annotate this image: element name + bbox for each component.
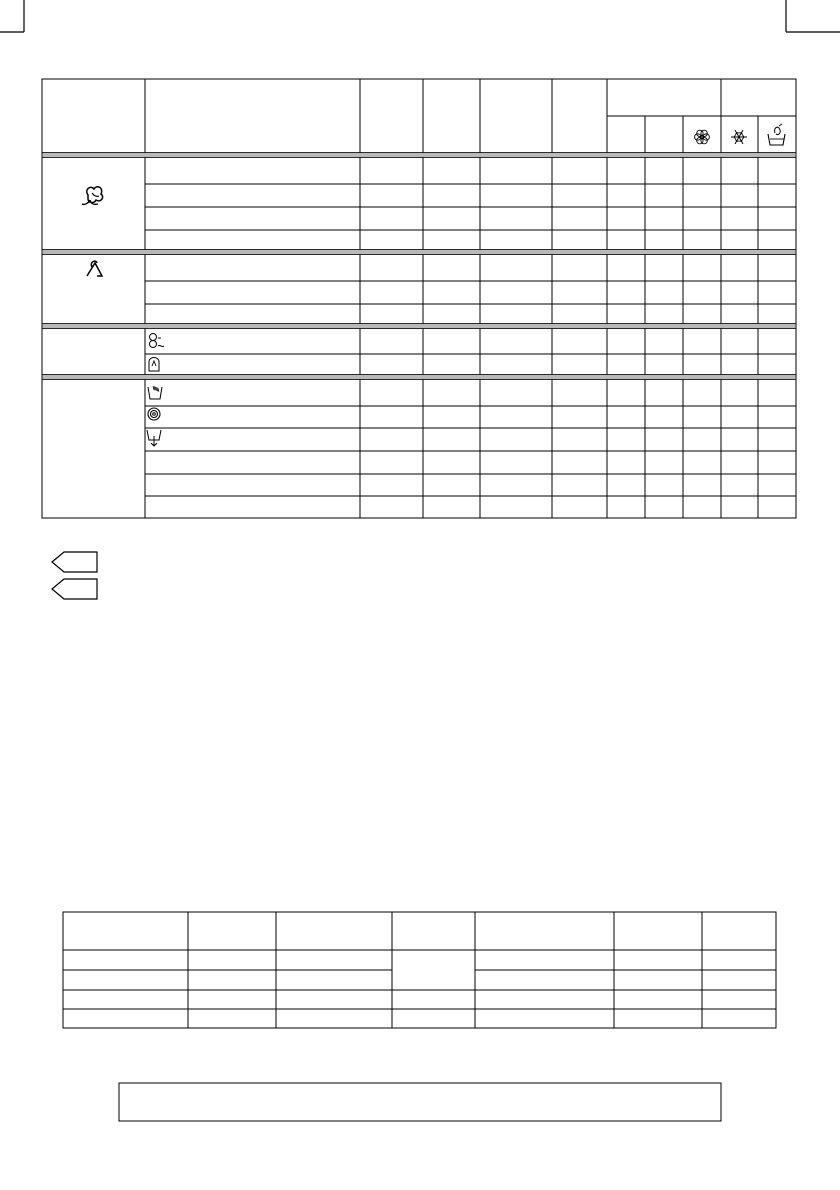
legend-tag: [52, 552, 97, 572]
synthetics-icon: [87, 261, 102, 276]
wool-mark: [152, 361, 156, 366]
spin-icon: [148, 408, 160, 420]
group-separator: [42, 324, 796, 329]
legend-tag: [52, 579, 97, 599]
wool-icon: [149, 358, 159, 372]
spin-outer: [148, 408, 160, 420]
drain-arrow: [151, 436, 157, 446]
group-separator: [42, 375, 796, 380]
program-table: [42, 79, 796, 518]
snowflake-icon: [731, 130, 747, 144]
mixed-blob: [150, 341, 157, 348]
hand-tub-basin: [768, 134, 785, 145]
synthetics-shape: [87, 261, 102, 276]
mixed-blob: [150, 334, 157, 341]
spin-inner: [153, 413, 156, 416]
hand-tub-icon: [768, 124, 785, 145]
drain-icon: [147, 430, 161, 446]
hand-tub-hand: [775, 124, 782, 135]
note-box: [119, 1083, 721, 1121]
consumption-table: [63, 912, 776, 1028]
group-separator: [42, 250, 796, 255]
mixed-icon: [150, 334, 165, 348]
group-separator: [42, 153, 796, 158]
wool-glove: [149, 358, 159, 372]
flower-icon: [695, 130, 710, 144]
cotton-boll-detail: [92, 193, 99, 196]
cotton-icon: [82, 187, 103, 205]
rinse-icon: [148, 386, 162, 399]
mixed-lines: [158, 338, 164, 347]
spin-mid: [151, 411, 158, 418]
